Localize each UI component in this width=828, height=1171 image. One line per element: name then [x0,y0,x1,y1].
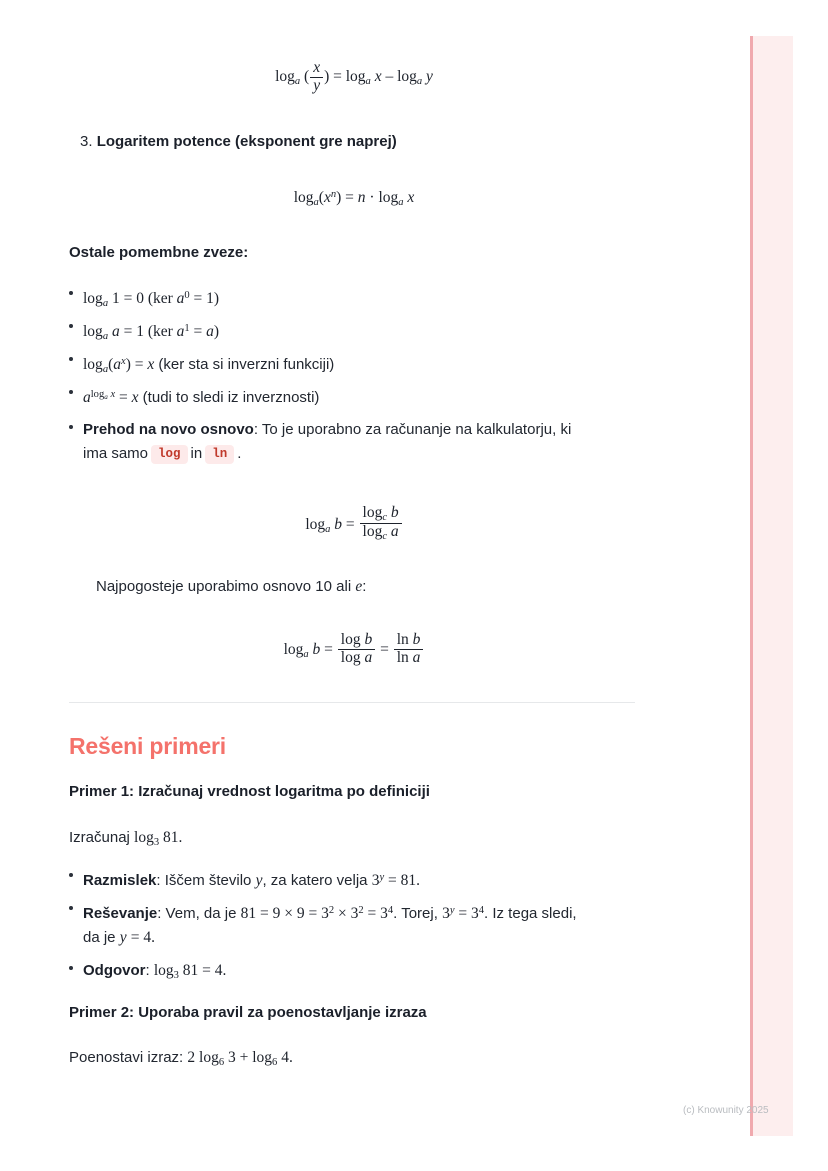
example-2-prompt [69,1046,629,1075]
formula-power-rule-math: $\log_a(x^n) = n \cdot \log_a x$ [293,188,415,208]
change-of-base-note-prefix: Najpogosteje uporabimo osnovo 10 ali [96,578,352,595]
formula-power-rule [0,188,708,210]
formula-change-of-base-common-math: $\log_a b$ = $\frac{\text{log b}}{\text{log a}}$ = $\frac{\text{ln b}}{\text{ln a}}$ [284,641,425,658]
relation-item-2-text: $\log_a a = 1$ (ker $a^1 = a$) [83,323,220,342]
solved-examples-heading: Rešeni primeri [69,733,226,759]
example-1-step-razmislek-text: Razmislek: Iščem število y, za katero velja $3^y = 81$. [83,872,421,890]
example-1-step-odgovor-label: Odgovor [83,962,146,979]
bullet-dot-icon [69,906,73,910]
formula-quotient-rule-math: $\log_a$ ( $\frac{x}{y}$ ) = $\log_a x - \log_a y$ [275,59,433,94]
relation-item-4-text: $a^{log_a x} = x$ (tudi to sledi iz inverznosti) [83,389,320,407]
change-of-base-note [96,575,636,599]
example-1-prompt-prefix: Izračunaj [69,829,130,846]
example-1-step-resevanje-text: Reševanje: Vem, da je $81 = 9 \times 9 = 3^2 \times 3^2 = 3^4$. Torej, $3^y = 3^4$. Iz tega sledi, da je y = 4. [83,905,577,947]
example-1-step-odgovor [69,959,629,988]
relation-item-1 [69,284,629,316]
example-1-step-resevanje-label: Reševanje [83,905,158,923]
change-of-base-note-var: e [355,578,363,595]
bullet-dot-icon [69,873,73,877]
example-1-step-razmislek-body2: , za katero velja [262,872,368,890]
relation-item-3-text: $\log_a(a^x) = x$ (ker sta si inverzni funkciji) [83,356,335,375]
example-1-step-razmislek-body1: : Iščem število [156,872,252,890]
numbered-item-3-title: Logaritem potence (eksponent gre naprej) [96,133,397,150]
example-2-title: Primer 2: Uporaba pravil za poenostavljanje izraza [69,1004,427,1021]
other-relations-heading: Ostale pomembne zveze: [69,244,249,261]
example-1-step-odgovor-text: Odgovor: $\log_3 81 = 4$. [83,962,227,981]
numbered-item-3 [80,133,397,150]
bullet-dot-icon [69,291,73,295]
relation-item-5-body: : To je uporabno za računanje na kalkulatorju, ki [253,421,572,438]
bullet-dot-icon [69,390,73,394]
formula-change-of-base-math: $\log_a b$ = $\frac{\log_c b}{\log_c a}$ [305,516,402,533]
section-divider [69,702,635,703]
formula-change-of-base [0,505,708,543]
example-2-prompt-math: 2 $\log_6 3 + \log_6 4$. [187,1049,293,1068]
example-1-step-resevanje [69,899,641,950]
example-1-prompt-math: $\log_3 81$. [134,829,183,848]
relation-item-5-body2: ima samo [83,445,149,462]
relation-item-2 [69,317,629,349]
footer-copyright: (c) Knowunity 2025 [683,1105,769,1116]
example-1-step-razmislek-var: y [255,872,263,890]
relation-item-5-text [83,418,629,466]
example-1-step-razmislek-label: Razmislek [83,872,157,890]
example-1-title: Primer 1: Izračunaj vrednost logaritma po definiciji [69,783,430,800]
formula-quotient-rule [0,60,708,94]
relation-item-5-tail: . [237,445,242,462]
code-chip-ln: ln [205,445,234,464]
code-chip-log: log [151,445,188,464]
bullet-dot-icon [69,966,73,970]
relation-item-5-between: in [190,445,203,462]
relation-item-5 [69,418,629,466]
example-2-prompt-prefix: Poenostavi izraz: [69,1049,184,1066]
bullet-dot-icon [69,425,73,429]
relation-item-4 [69,383,629,410]
change-of-base-note-suffix: : [362,578,367,595]
numbered-item-3-number: 3. [80,133,93,150]
relation-item-3 [69,350,629,382]
relation-item-5-lead: Prehod na novo osnovo [83,421,254,438]
relation-item-1-text: $\log_a 1 = 0$ (ker $a^0 = 1$) [83,290,220,309]
bullet-dot-icon [69,357,73,361]
example-1-prompt [69,826,629,855]
example-1-step-razmislek [69,866,629,893]
bullet-dot-icon [69,324,73,328]
right-accent-band [750,36,793,1136]
formula-change-of-base-common [0,632,708,666]
